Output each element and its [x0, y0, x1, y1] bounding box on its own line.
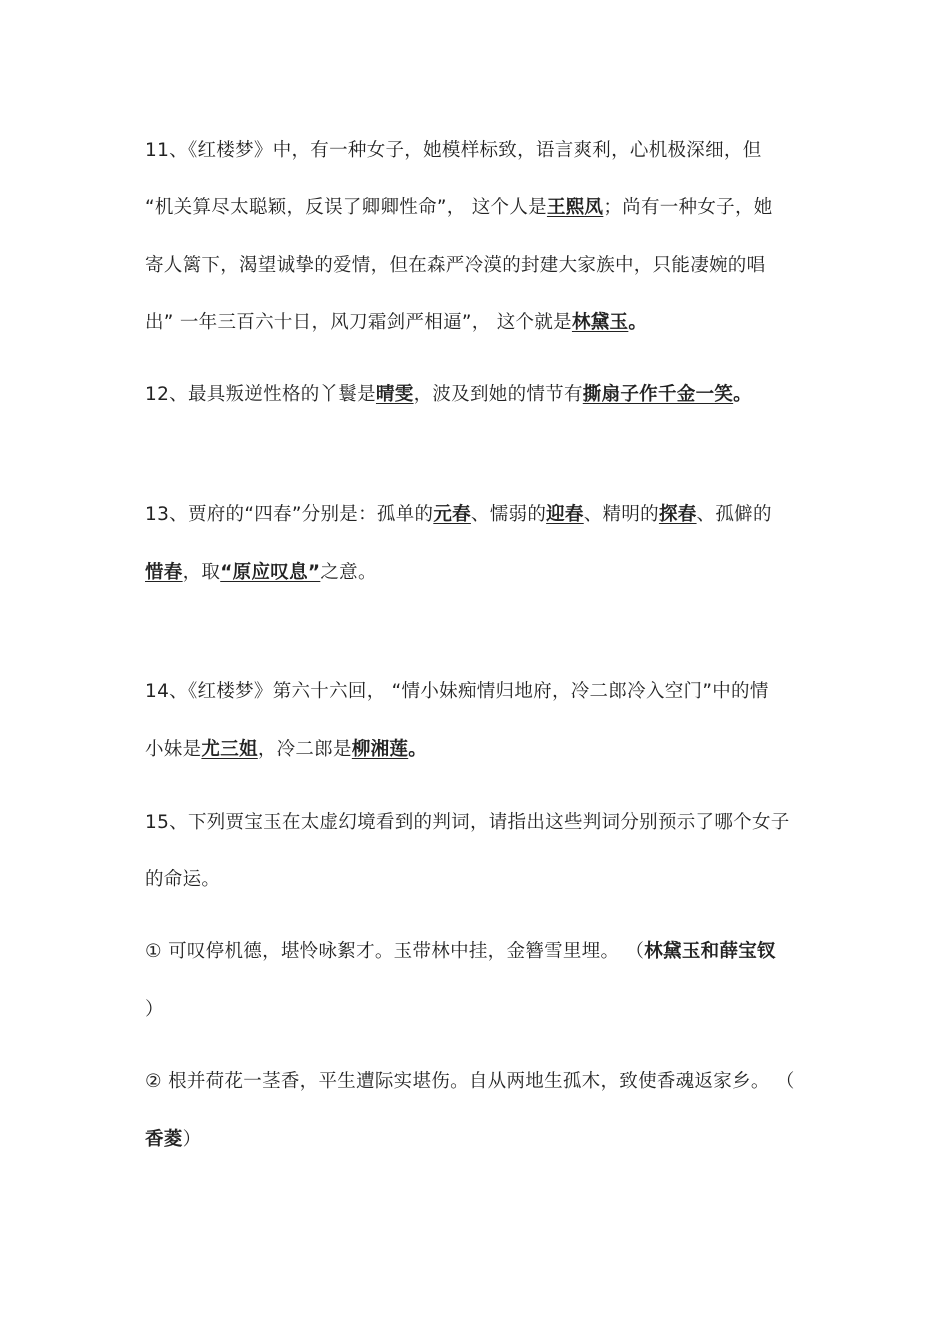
q11-text-3: 寄人篱下，渴望诚挚的爱情，但在森严冷漠的封建大家族中，只能凄婉的唱	[145, 255, 766, 276]
answer-yuanchun: 元春	[433, 504, 471, 525]
q11-line-3	[145, 254, 805, 278]
q11-text-1: 11、《红楼梦》中，有一种女子，她模样标致，语言爽利，心机极深细，但	[145, 140, 762, 161]
q11-line-4	[145, 311, 805, 335]
q12-line	[145, 383, 805, 407]
q15-item1-text: ① 可叹停机德，堪怜咏絮才。玉带林中挂，金簪雪里埋。 （	[145, 941, 645, 962]
q15-item-2-answer	[145, 1128, 805, 1152]
q15-item2-text: ② 根并荷花一茎香，平生遭际实堪伤。自从两地生孤木，致使香魂返家乡。 （	[145, 1071, 795, 1092]
q14-line-1	[145, 680, 805, 704]
q15-text-2: 的命运。	[145, 869, 221, 890]
answer-daiyu-baochai: 林黛玉和薛宝钗	[644, 941, 776, 962]
answer-you-sanjie: 尤三姐	[201, 739, 258, 760]
q15-item-1	[145, 940, 805, 964]
q14-text-b: ，冷二郎是	[257, 739, 352, 760]
answer-tanchun: 探春	[658, 504, 697, 525]
q11-text-4a: 出” 一年三百六十日，风刀霜剑严相逼”， 这个就是	[145, 312, 572, 333]
q11-line-2	[145, 196, 805, 220]
answer-yuan-ying-tan-xi: “原应叹息”	[220, 562, 321, 583]
answer-liu-xianglian: 柳湘莲	[351, 739, 409, 760]
answer-yingchun: 迎春	[546, 504, 584, 525]
q12-text-b: ，波及到她的情节有	[413, 384, 583, 405]
q13-line-1	[145, 503, 805, 527]
q14-text-a: 小妹是	[145, 739, 202, 760]
q11-text-4b: 。	[628, 312, 648, 333]
answer-lin-daiyu: 林黛玉	[571, 312, 629, 333]
q15-item-2	[145, 1070, 805, 1094]
q13-line-2	[145, 561, 805, 585]
answer-qingwen: 晴雯	[375, 384, 414, 405]
q12-text-c: 。	[733, 384, 752, 405]
answer-xichun: 惜春	[145, 562, 183, 583]
q13-text-f: 之意。	[320, 562, 377, 583]
q15-item2-close-paren: ）	[182, 1129, 202, 1150]
q13-text-c: 、精明的	[583, 504, 659, 525]
answer-wang-xifeng: 王熙凤	[546, 197, 604, 218]
q13-text-b: 、懦弱的	[470, 504, 547, 525]
q14-line-2	[145, 738, 805, 762]
q13-text-a: 13、贾府的“四春”分别是：孤单的	[145, 504, 434, 525]
q15-line-1	[145, 811, 805, 835]
q11-text-2b: ；尚有一种女子，她	[603, 197, 773, 218]
answer-fan-tearing: 撕扇子作千金一笑	[582, 384, 734, 405]
answer-xiangling: 香菱	[145, 1129, 183, 1150]
q14-text-1: 14、《红楼梦》第六十六回， “情小妹痴情归地府，冷二郎冷入空门”中的情	[145, 681, 769, 702]
q15-line-2	[145, 868, 805, 892]
q11-line-1	[145, 139, 805, 163]
q13-text-e: ，取	[182, 562, 221, 583]
q15-item1-close-paren: ）	[145, 999, 164, 1020]
q14-text-c: 。	[408, 739, 428, 760]
q13-text-d: 、孤僻的	[696, 504, 772, 525]
q15-text-1: 15、下列贾宝玉在太虚幻境看到的判词，请指出这些判词分别预示了哪个女子	[145, 812, 790, 833]
q12-text-a: 12、最具叛逆性格的丫鬟是	[145, 384, 376, 405]
q15-item-1-close	[145, 998, 805, 1022]
q11-text-2a: “机关算尽太聪颖，反误了卿卿性命”， 这个人是	[145, 197, 547, 218]
